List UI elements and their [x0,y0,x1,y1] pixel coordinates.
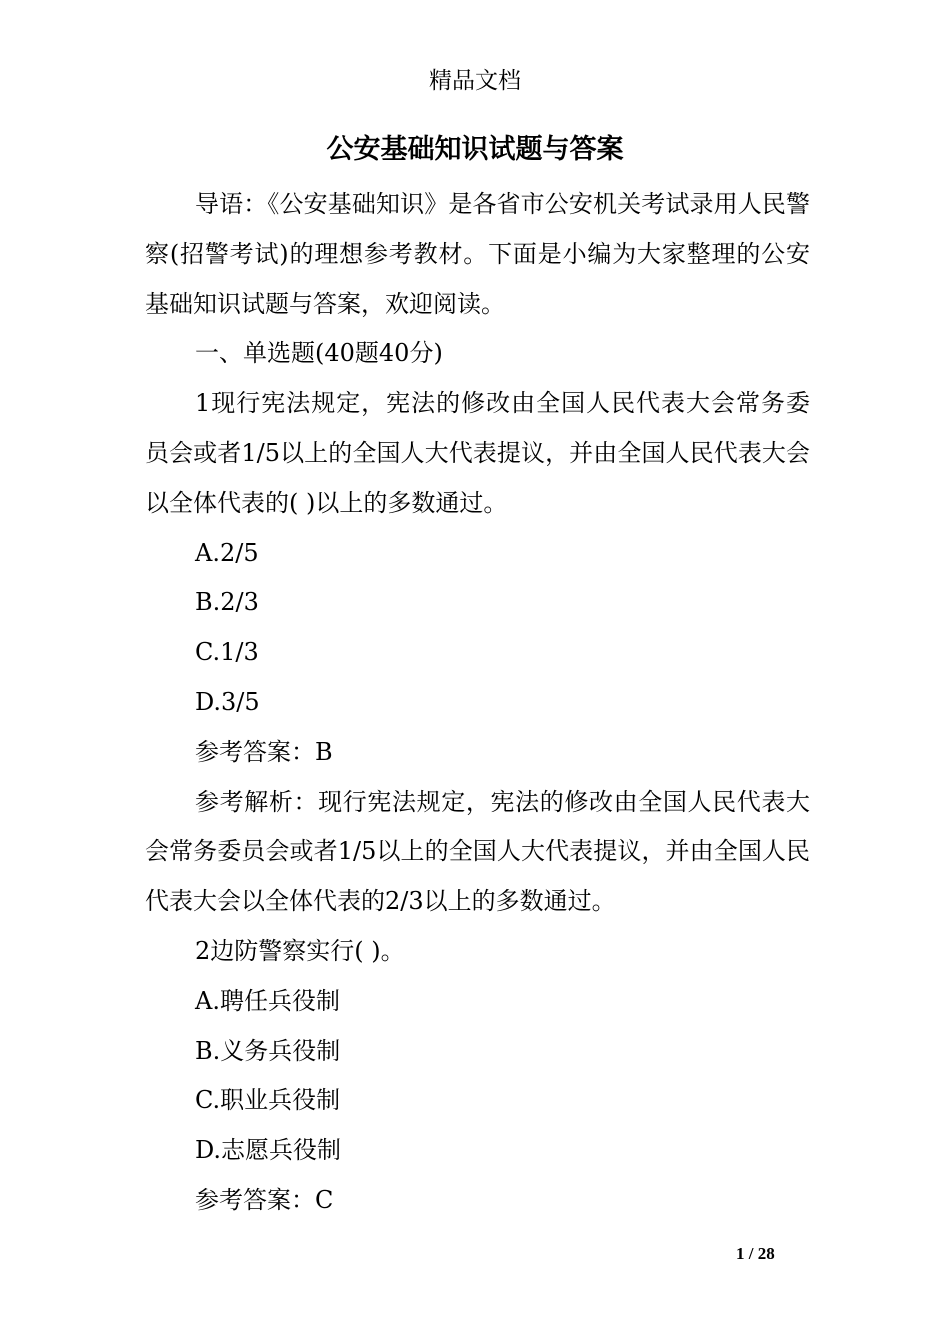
question-1: 1现行宪法规定，宪法的修改由全国人民代表大会常务委员会或者1/5以上的全国人大代表提议，并由全国人民代表大会以全体代表的( )以上的多数通过。 [145,389,810,517]
page-number-footer [736,1242,816,1266]
question-1-explanation: 参考解析：现行宪法规定，宪法的修改由全国人民代表大会常务委员会或者1/5以上的全国人大代表提议，并由全国人民代表大会以全体代表的2/3以上的多数通过。 [145,787,810,916]
question-1-option-d: D.3/5 [195,687,260,716]
current-page: 1 [736,1244,745,1263]
page-header: 精品文档 [429,68,521,94]
question-2: 2边防警察实行( )。 [195,936,405,965]
document-body [145,180,810,1226]
question-2-option-c: C.职业兵役制 [195,1086,341,1115]
question-1-answer: 参考答案：B [195,737,333,766]
document-title: 公安基础知识试题与答案 [326,134,624,165]
page-separator: / [744,1244,758,1263]
question-2-option-a: A.聘任兵役制 [195,986,340,1015]
intro-paragraph: 导语：《公安基础知识》是各省市公安机关考试录用人民警察(招警考试)的理想参考教材。下面是小编为大家整理的公安基础知识试题与答案，欢迎阅读。 [145,190,810,318]
question-1-option-a: A.2/5 [195,538,259,567]
question-2-option-d: D.志愿兵役制 [195,1136,342,1165]
total-pages: 28 [757,1244,775,1263]
question-1-option-c: C.1/3 [195,638,259,667]
question-1-option-b: B.2/3 [195,588,259,617]
section-heading: 一、单选题(40题40分) [195,339,443,368]
question-2-answer: 参考答案：C [195,1185,334,1214]
question-2-option-b: B.义务兵役制 [195,1036,341,1065]
